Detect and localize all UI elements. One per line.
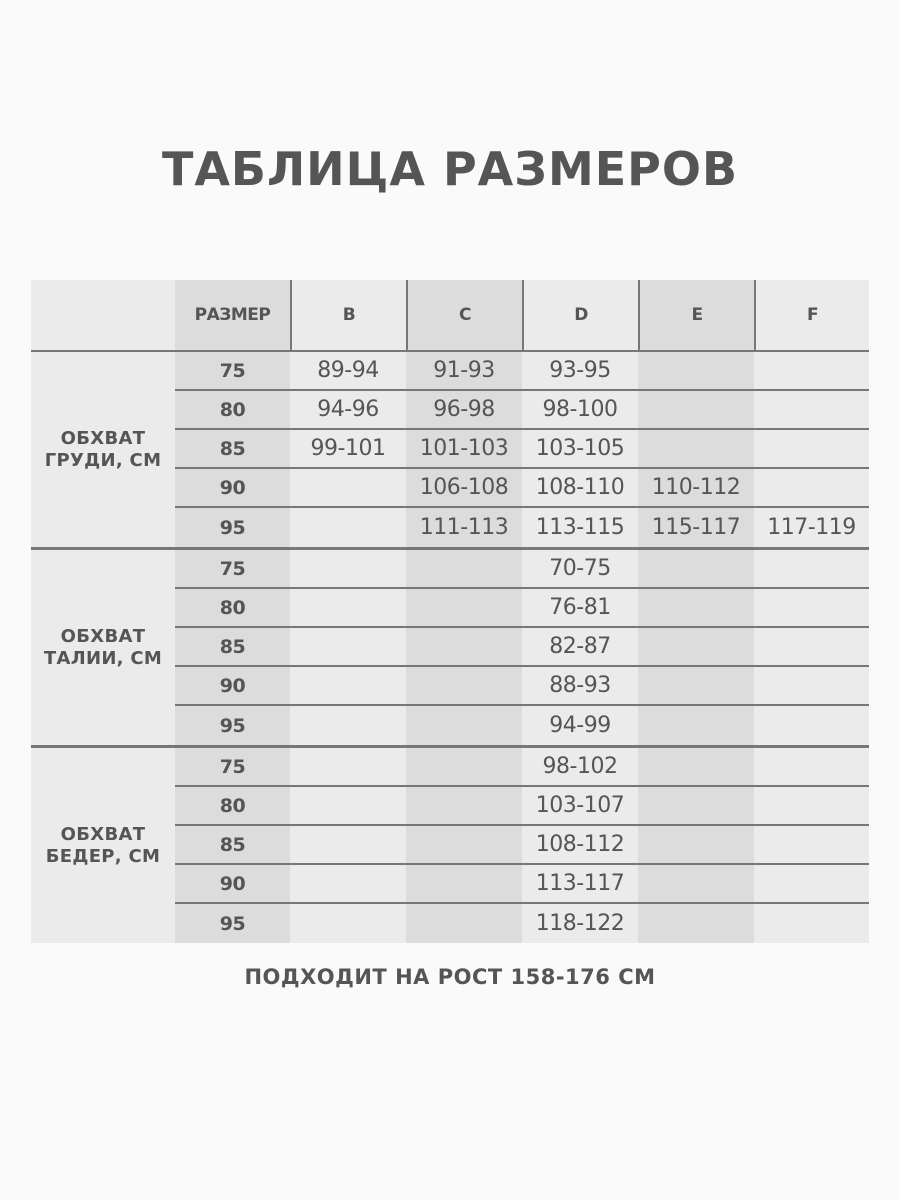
- measurement-cell: [406, 628, 522, 667]
- table-row: [175, 589, 869, 628]
- measurement-cell: [754, 865, 869, 904]
- band-size-cell: 90: [175, 865, 290, 904]
- measurement-cell: 94-96: [290, 391, 406, 430]
- measurement-cell: 108-110: [522, 469, 638, 508]
- measurement-cell: 113-117: [522, 865, 638, 904]
- measurement-cell: 113-115: [522, 508, 638, 547]
- measurement-cell: [638, 826, 754, 865]
- measurement-cell: [638, 550, 754, 589]
- measurement-cell: [290, 469, 406, 508]
- table-row: [175, 748, 869, 787]
- measurement-cell: [754, 391, 869, 430]
- section-label: [31, 352, 175, 547]
- measurement-cell: [754, 787, 869, 826]
- section-label-line2: ГРУДИ, СМ: [44, 449, 162, 471]
- table-row: [175, 430, 869, 469]
- measurement-cell: [754, 748, 869, 787]
- band-size-cell: 85: [175, 826, 290, 865]
- measurement-cell: [406, 787, 522, 826]
- measurement-cell: [290, 787, 406, 826]
- measurement-cell: [290, 706, 406, 745]
- measurement-cell: [290, 508, 406, 547]
- measurement-cell: [406, 706, 522, 745]
- measurement-cell: 76-81: [522, 589, 638, 628]
- measurement-cell: 96-98: [406, 391, 522, 430]
- measurement-cell: [290, 826, 406, 865]
- measurement-cell: [406, 748, 522, 787]
- measurement-cell: [754, 667, 869, 706]
- header-cup-f: F: [754, 280, 869, 352]
- table-row: [175, 391, 869, 430]
- measurement-cell: [754, 430, 869, 469]
- measurement-cell: 106-108: [406, 469, 522, 508]
- page-title: ТАБЛИЦА РАЗМЕРОВ: [161, 142, 739, 196]
- table-header: [31, 280, 869, 352]
- header-cup-c: C: [406, 280, 522, 352]
- measurement-cell: [638, 748, 754, 787]
- band-size-cell: 95: [175, 706, 290, 745]
- measurement-cell: [754, 589, 869, 628]
- table-row: [175, 904, 869, 943]
- section-label-line1: ОБХВАТ: [60, 625, 146, 647]
- measurement-cell: 99-101: [290, 430, 406, 469]
- measurement-cell: [290, 550, 406, 589]
- measurement-cell: [754, 550, 869, 589]
- measurement-cell: [638, 706, 754, 745]
- measurement-cell: [638, 628, 754, 667]
- measurement-cell: 94-99: [522, 706, 638, 745]
- measurement-cell: 98-100: [522, 391, 638, 430]
- height-note: ПОДХОДИТ НА РОСТ 158-176 СМ: [244, 965, 656, 989]
- measurement-cell: [290, 904, 406, 943]
- band-size-cell: 75: [175, 748, 290, 787]
- measurement-cell: [638, 904, 754, 943]
- section-label-line2: ТАЛИИ, СМ: [43, 647, 163, 669]
- measurement-cell: 117-119: [754, 508, 869, 547]
- measurement-section: [31, 748, 869, 943]
- measurement-cell: [754, 469, 869, 508]
- band-size-cell: 90: [175, 667, 290, 706]
- measurement-cell: [406, 904, 522, 943]
- section-label: [31, 550, 175, 745]
- measurement-cell: [290, 865, 406, 904]
- header-corner: [31, 280, 175, 352]
- measurement-cell: 108-112: [522, 826, 638, 865]
- measurement-cell: [406, 589, 522, 628]
- table-row: [175, 787, 869, 826]
- header-size: РАЗМЕР: [175, 280, 290, 352]
- header-cup-d: D: [522, 280, 638, 352]
- measurement-section: [31, 352, 869, 550]
- table-row: [175, 628, 869, 667]
- section-label-line1: ОБХВАТ: [60, 823, 146, 845]
- table-row: [175, 865, 869, 904]
- table-row: [175, 550, 869, 589]
- measurement-cell: 101-103: [406, 430, 522, 469]
- section-rows: [175, 352, 869, 547]
- section-rows: [175, 550, 869, 745]
- header-cup-e: E: [638, 280, 754, 352]
- section-rows: [175, 748, 869, 943]
- header-cup-b: B: [290, 280, 406, 352]
- band-size-cell: 85: [175, 628, 290, 667]
- measurement-cell: [754, 826, 869, 865]
- measurement-cell: [638, 352, 754, 391]
- band-size-cell: 95: [175, 904, 290, 943]
- band-size-cell: 80: [175, 391, 290, 430]
- measurement-cell: [638, 787, 754, 826]
- measurement-cell: [638, 865, 754, 904]
- measurement-section: [31, 550, 869, 748]
- measurement-cell: 103-107: [522, 787, 638, 826]
- measurement-cell: [754, 706, 869, 745]
- measurement-cell: [754, 352, 869, 391]
- band-size-cell: 90: [175, 469, 290, 508]
- measurement-cell: 89-94: [290, 352, 406, 391]
- table-row: [175, 469, 869, 508]
- table-row: [175, 508, 869, 547]
- section-label: [31, 748, 175, 943]
- table-row: [175, 667, 869, 706]
- measurement-cell: [754, 904, 869, 943]
- band-size-cell: 75: [175, 352, 290, 391]
- measurement-cell: [638, 430, 754, 469]
- measurement-cell: 103-105: [522, 430, 638, 469]
- measurement-cell: [290, 667, 406, 706]
- measurement-cell: 115-117: [638, 508, 754, 547]
- section-label-line1: ОБХВАТ: [60, 427, 146, 449]
- measurement-cell: 110-112: [638, 469, 754, 508]
- measurement-cell: [290, 748, 406, 787]
- measurement-cell: [754, 628, 869, 667]
- table-row: [175, 706, 869, 745]
- measurement-cell: 98-102: [522, 748, 638, 787]
- measurement-cell: 82-87: [522, 628, 638, 667]
- measurement-cell: 70-75: [522, 550, 638, 589]
- measurement-cell: [290, 628, 406, 667]
- measurement-cell: [406, 667, 522, 706]
- measurement-cell: [290, 589, 406, 628]
- measurement-cell: 91-93: [406, 352, 522, 391]
- measurement-cell: 111-113: [406, 508, 522, 547]
- section-label-line2: БЕДЕР, СМ: [45, 845, 161, 867]
- band-size-cell: 95: [175, 508, 290, 547]
- measurement-cell: 118-122: [522, 904, 638, 943]
- measurement-cell: [406, 865, 522, 904]
- measurement-cell: [406, 826, 522, 865]
- measurement-cell: [406, 550, 522, 589]
- band-size-cell: 80: [175, 787, 290, 826]
- measurement-cell: [638, 667, 754, 706]
- measurement-cell: [638, 391, 754, 430]
- band-size-cell: 85: [175, 430, 290, 469]
- measurement-cell: [638, 589, 754, 628]
- table-row: [175, 826, 869, 865]
- measurement-cell: 93-95: [522, 352, 638, 391]
- measurement-cell: 88-93: [522, 667, 638, 706]
- table-row: [175, 352, 869, 391]
- size-table: [31, 280, 869, 943]
- band-size-cell: 80: [175, 589, 290, 628]
- band-size-cell: 75: [175, 550, 290, 589]
